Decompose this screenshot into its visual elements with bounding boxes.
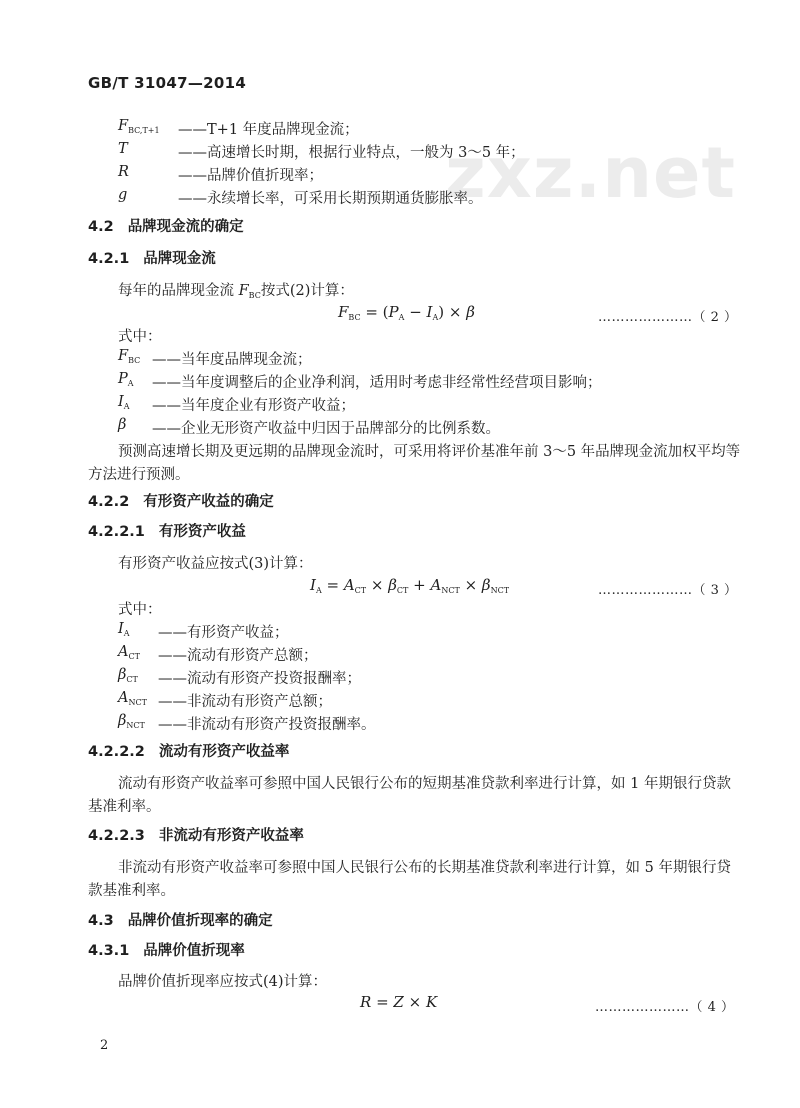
equation-number-3: …………………（ 3 ） — [598, 583, 738, 598]
paragraph-4-2-2-3-line-1: 非流动有形资产收益率可参照中国人民银行公布的长期基准贷款利率进行计算，如 5 年期银行贷 — [118, 860, 731, 876]
definition-text: ——品牌价值折现率； — [178, 168, 323, 184]
definition-symbol: β — [118, 417, 127, 433]
definition-text: ——企业无形资产收益中归因于品牌部分的比例系数。 — [152, 421, 500, 437]
section-heading-4-2-2-3: 4.2.2.3 非流动有形资产收益率 — [88, 828, 304, 844]
paragraph-4-2-2-3-line-2: 款基准利率。 — [88, 883, 175, 899]
definition-symbol: $P_A$ — [118, 371, 134, 388]
definition-symbol: $F_{BC,T+1}$ — [118, 118, 160, 135]
definition-item — [118, 394, 738, 414]
section-heading-4-2-1: 4.2.1 品牌现金流 — [88, 251, 216, 267]
formula-2: $F_{BC} = (P_A - I_A) \times \beta$ — [338, 303, 475, 322]
definition-item — [118, 141, 718, 161]
definition-text: ——非流动有形资产总额； — [158, 694, 332, 710]
section-heading-4-3: 4.3 品牌价值折现率的确定 — [88, 913, 273, 929]
definition-text: ——当年度调整后的企业净利润，适用时考虑非经常性经营项目影响； — [152, 375, 602, 391]
definition-symbol: $I_A$ — [118, 394, 130, 411]
definition-symbol: $I_A$ — [118, 621, 130, 638]
formula-4: R = Z × K — [360, 993, 438, 1011]
definition-item — [118, 164, 718, 184]
paragraph-4-2-2-1: 有形资产收益应按式(3)计算： — [118, 556, 313, 572]
paragraph-4-3-1: 品牌价值折现率应按式(4)计算： — [118, 974, 328, 990]
definition-item — [118, 187, 718, 207]
definition-symbol: $A_{NCT}$ — [118, 690, 147, 707]
definition-text: ——当年度企业有形资产收益； — [152, 398, 355, 414]
definition-item — [118, 644, 518, 664]
definition-item — [118, 690, 518, 710]
definition-text: ——T+1 年度品牌现金流； — [178, 122, 359, 138]
definition-text: ——流动有形资产总额； — [158, 648, 318, 664]
watermark: zxz.net — [445, 132, 736, 214]
definition-symbol: T — [118, 141, 128, 157]
equation-number-4: …………………（ 4 ） — [595, 1000, 735, 1015]
definition-text: ——有形资产收益； — [158, 625, 289, 641]
section-heading-4-2: 4.2 品牌现金流的确定 — [88, 219, 244, 235]
paragraph-4-2-2-2-line-2: 基准利率。 — [88, 799, 161, 815]
definition-item — [118, 417, 738, 437]
section-heading-4-2-2: 4.2.2 有形资产收益的确定 — [88, 494, 274, 510]
paragraph-4-2-2-2-line-1: 流动有形资产收益率可参照中国人民银行公布的短期基准贷款利率进行计算，如 1 年期银行贷款 — [118, 776, 731, 792]
definition-symbol: $A_{CT}$ — [118, 644, 140, 661]
definition-text: ——流动有形资产投资报酬率； — [158, 671, 361, 687]
section-heading-4-3-1: 4.3.1 品牌价值折现率 — [88, 943, 245, 959]
definition-text: ——非流动有形资产投资报酬率。 — [158, 717, 376, 733]
section-heading-4-2-2-1: 4.2.2.1 有形资产收益 — [88, 524, 246, 540]
section-heading-4-2-2-2: 4.2.2.2 流动有形资产收益率 — [88, 744, 290, 760]
definition-symbol: $\beta_{NCT}$ — [118, 713, 145, 730]
standard-header: GB/T 31047—2014 — [88, 74, 247, 92]
paragraph-4-2-1: 每年的品牌现金流 $F_{BC}$按式(2)计算： — [118, 283, 354, 300]
formula-3: $I_A = A_{CT} \times \beta_{CT} + A_{NCT} \times \beta_{NCT}$ — [310, 576, 510, 595]
definition-text: ——永续增长率，可采用长期预期通货膨胀率。 — [178, 191, 483, 207]
definition-item — [118, 667, 518, 687]
definition-symbol: g — [118, 187, 128, 203]
definition-symbol: $\beta_{CT}$ — [118, 667, 138, 684]
paragraph-forecast-line-2: 方法进行预测。 — [88, 467, 190, 483]
page-number: 2 — [100, 1038, 109, 1053]
definition-item — [118, 371, 738, 391]
definition-item — [118, 621, 518, 641]
where-label: 式中： — [118, 329, 162, 345]
paragraph-forecast-line-1: 预测高速增长期及更远期的品牌现金流时，可采用将评价基准年前 3～5 年品牌现金流加权平均等 — [118, 444, 741, 460]
definition-item — [118, 348, 738, 368]
definition-item — [118, 118, 718, 138]
definition-symbol: $F_{BC}$ — [118, 348, 141, 365]
where-label: 式中： — [118, 602, 162, 618]
definition-symbol: R — [118, 164, 129, 180]
definition-text: ——当年度品牌现金流； — [152, 352, 312, 368]
equation-number-2: …………………（ 2 ） — [598, 310, 738, 325]
definition-text: ——高速增长时期，根据行业特点，一般为 3～5 年； — [178, 145, 525, 161]
definition-item — [118, 713, 518, 733]
